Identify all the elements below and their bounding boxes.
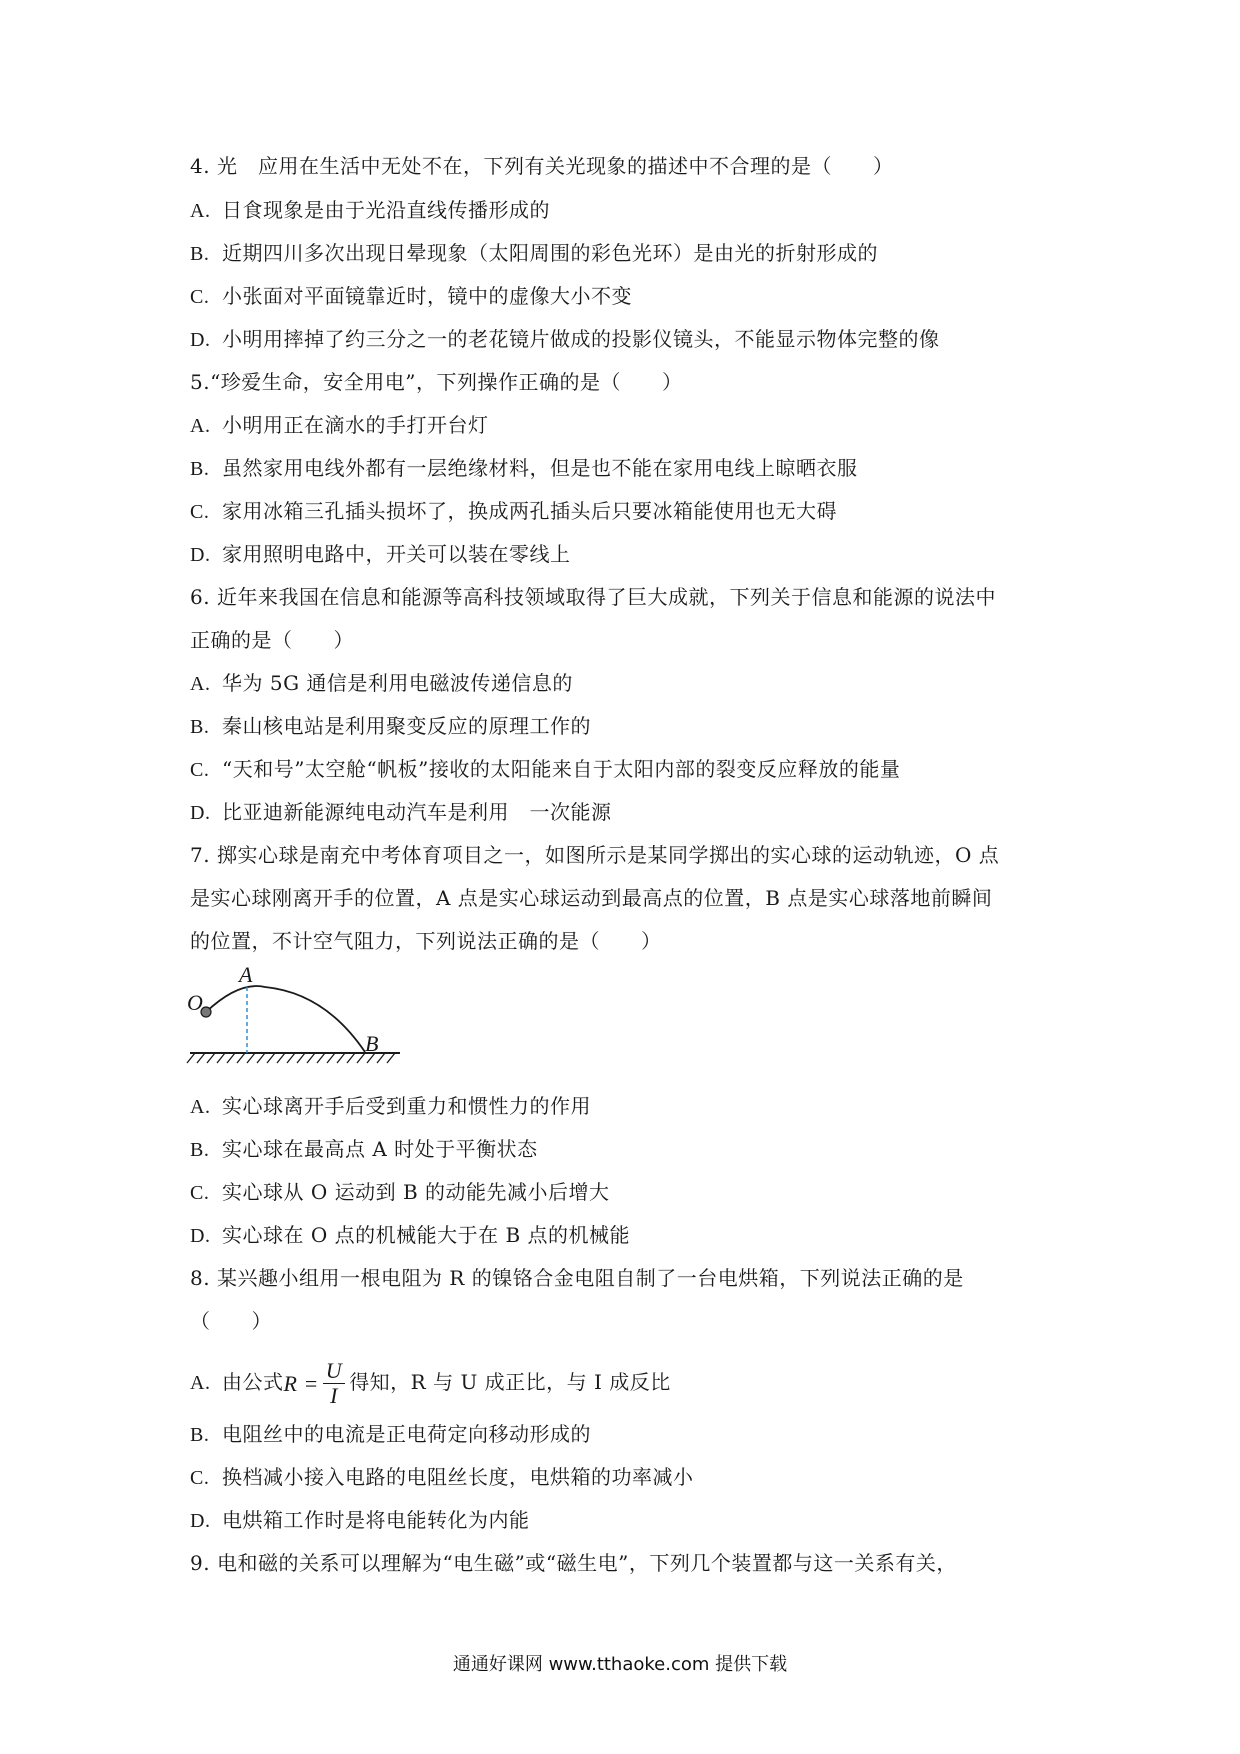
q8-option-c (190, 1463, 694, 1492)
option-text: 比亚迪新能源纯电动汽车是利用 一次能源 (222, 800, 612, 824)
q7-option-a (190, 1092, 591, 1121)
option-prefix: 由公式 (222, 1370, 284, 1394)
q9-stem-line1: 9. 电和磁的关系可以理解为“电生磁”或“磁生电”，下列几个装置都与这一关系有关， (190, 1551, 957, 1575)
q7-stem-line2: 是实心球刚离开手的位置，A 点是实心球运动到最高点的位置，B 点是实心球落地前瞬间 (190, 886, 993, 910)
option-text: 小明用正在滴水的手打开台灯 (222, 413, 489, 437)
q4-option-a (190, 196, 550, 225)
option-letter: D. (190, 1225, 211, 1247)
option-text: 实心球离开手后受到重力和惯性力的作用 (222, 1094, 591, 1118)
q4-option-d (190, 325, 940, 354)
q6-stem-line2: 正确的是（ ） (190, 628, 354, 652)
q6-stem-line1: 6. 近年来我国在信息和能源等高科技领域取得了巨大成就，下列关于信息和能源的说法中 (190, 585, 996, 609)
label-a: A (239, 965, 253, 987)
label-b: B (365, 1031, 379, 1056)
q8-option-d (190, 1506, 530, 1535)
q7-stem-line1: 7. 掷实心球是南充中考体育项目之一，如图所示是某同学掷出的实心球的运动轨迹，O 点 (190, 843, 1000, 867)
option-text: 电烘箱工作时是将电能转化为内能 (222, 1508, 530, 1532)
formula-numerator: U (323, 1359, 345, 1384)
option-letter: C. (190, 1467, 210, 1489)
q8-stem-line2: （ ） (190, 1309, 272, 1333)
option-text: 小张面对平面镜靠近时，镜中的虚像大小不变 (222, 284, 632, 308)
q8-option-b (190, 1420, 591, 1449)
q8-stem-line1: 8. 某兴趣小组用一根电阻为 R 的镍铬合金电阻自制了一台电烘箱，下列说法正确的是 (190, 1266, 964, 1290)
ground-hatching (187, 1053, 395, 1063)
option-letter: A. (190, 673, 211, 695)
q5-stem: 5.“珍爱生命，安全用电”，下列操作正确的是（ ） (190, 370, 683, 394)
option-letter: C. (190, 1182, 210, 1204)
q4-option-b (190, 239, 878, 268)
formula-denominator: I (330, 1383, 338, 1408)
trajectory-curve (206, 986, 365, 1052)
option-text: 电阻丝中的电流是正电荷定向移动形成的 (222, 1422, 591, 1446)
q4-stem: 4. 光 应用在生活中无处不在，下列有关光现象的描述中不合理的是（ ） (190, 154, 894, 178)
option-letter: D. (190, 802, 211, 824)
q6-option-c (190, 755, 900, 784)
q5-option-b (190, 454, 858, 483)
q6-option-b (190, 712, 591, 741)
option-letter: A. (190, 1096, 211, 1118)
option-text: 日食现象是由于光沿直线传播形成的 (222, 198, 550, 222)
option-letter: A. (190, 200, 211, 222)
option-text: 家用冰箱三孔插头损坏了，换成两孔插头后只要冰箱能使用也无大碍 (222, 499, 837, 523)
q5-option-c (190, 497, 837, 526)
formula-fraction (323, 1359, 345, 1408)
q5-option-d (190, 540, 571, 569)
option-letter: C. (190, 286, 210, 308)
q7-option-c (190, 1178, 610, 1207)
q7-stem-line3: 的位置，不计空气阻力，下列说法正确的是（ ） (190, 929, 662, 953)
option-text: 秦山核电站是利用聚变反应的原理工作的 (222, 714, 591, 738)
q7-option-d (190, 1221, 630, 1250)
option-text: “天和号”太空舱“帆板”接收的太阳能来自于太阳内部的裂变反应释放的能量 (222, 757, 901, 781)
option-text: 实心球在最高点 A 时处于平衡状态 (222, 1137, 538, 1161)
option-letter: B. (190, 1139, 210, 1161)
option-letter: A. (190, 415, 211, 437)
q7-option-b (190, 1135, 538, 1164)
option-letter: B. (190, 716, 210, 738)
option-letter: B. (190, 1424, 210, 1446)
q6-option-d (190, 798, 612, 827)
option-letter: A. (190, 1372, 211, 1394)
option-suffix: 得知，R 与 U 成正比，与 I 成反比 (349, 1370, 671, 1394)
option-text: 换档减小接入电路的电阻丝长度，电烘箱的功率减小 (222, 1465, 694, 1489)
option-text: 家用照明电路中，开关可以装在零线上 (222, 542, 571, 566)
q8-option-a (190, 1355, 671, 1411)
formula-lhs: R = (283, 1370, 319, 1396)
trajectory-figure (185, 965, 425, 1065)
option-letter: B. (190, 243, 210, 265)
option-text: 华为 5G 通信是利用电磁波传递信息的 (222, 671, 573, 695)
option-text: 实心球在 O 点的机械能大于在 B 点的机械能 (222, 1223, 631, 1247)
option-letter: B. (190, 458, 210, 480)
option-text: 实心球从 O 运动到 B 的动能先减小后增大 (222, 1180, 610, 1204)
q5-option-a (190, 411, 489, 440)
option-text: 近期四川多次出现日晕现象（太阳周围的彩色光环）是由光的折射形成的 (222, 241, 878, 265)
option-letter: C. (190, 501, 210, 523)
q4-option-c (190, 282, 632, 311)
option-letter: D. (190, 544, 211, 566)
option-letter: D. (190, 1510, 211, 1532)
q6-option-a (190, 669, 573, 698)
option-letter: C. (190, 759, 210, 781)
option-letter: D. (190, 329, 211, 351)
label-o: O (187, 990, 203, 1015)
option-text: 小明用摔掉了约三分之一的老花镜片做成的投影仪镜头，不能显示物体完整的像 (222, 327, 940, 351)
page-footer: 通通好课网 www.tthaoke.com 提供下载 (452, 1654, 788, 1675)
ohm-formula (284, 1357, 350, 1411)
option-text: 虽然家用电线外都有一层绝缘材料，但是也不能在家用电线上晾晒衣服 (222, 456, 858, 480)
